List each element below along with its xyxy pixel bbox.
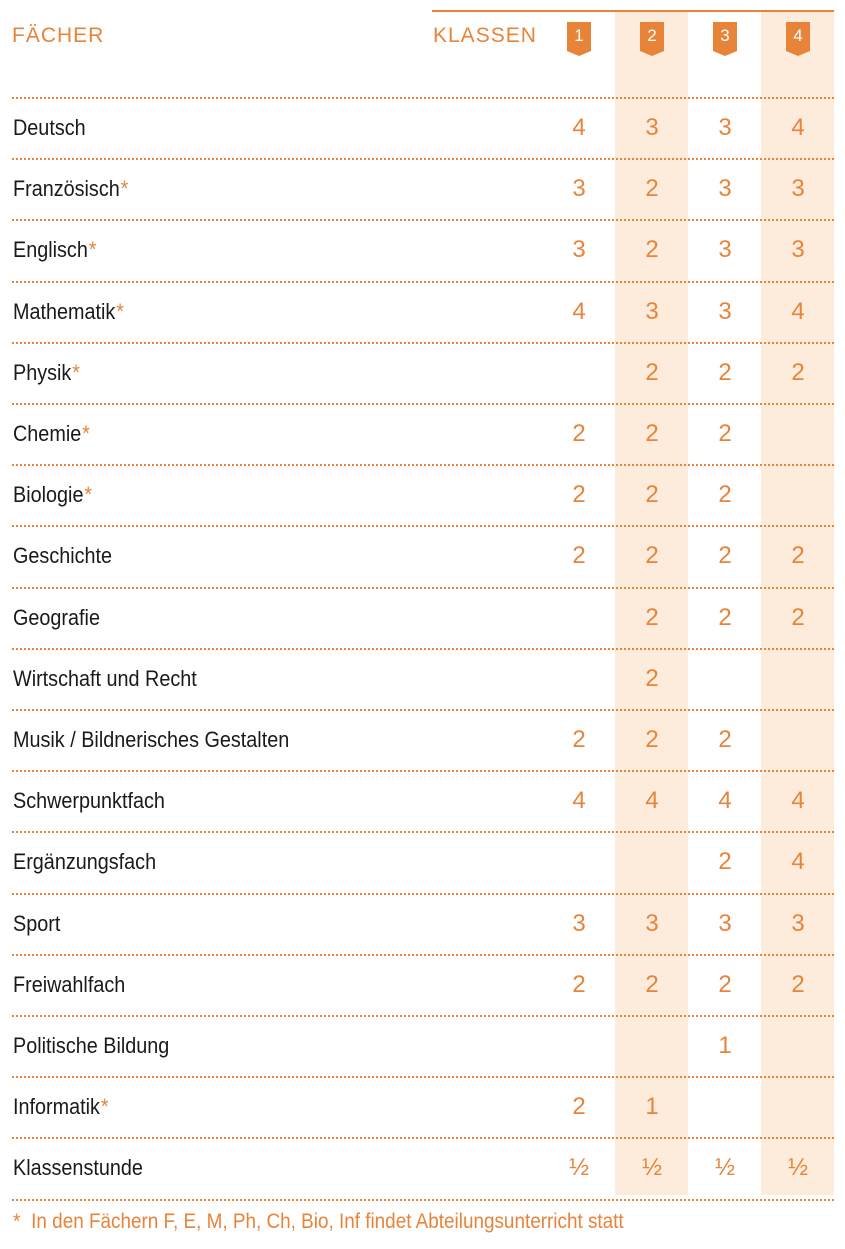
- subject-cell: [13, 342, 80, 403]
- class-tag-2: [640, 22, 664, 56]
- lessons-class-4: 3: [791, 175, 805, 202]
- table-row: [0, 587, 845, 648]
- subject-name: Sport: [13, 911, 61, 936]
- lessons-class-1: [549, 648, 609, 709]
- lessons-class-4: 2: [791, 359, 805, 386]
- lessons-class-1: 2: [572, 1093, 586, 1120]
- lessons-class-3: 2: [718, 420, 732, 447]
- lessons-class-2: 3: [645, 298, 659, 325]
- subject-name: Französisch: [13, 176, 120, 201]
- subject-name: Englisch: [13, 237, 88, 262]
- lessons-class-4: 4: [791, 114, 805, 141]
- subject-cell: [13, 587, 100, 648]
- subject-name: Wirtschaft und Recht: [13, 666, 197, 691]
- table-row: [0, 158, 845, 219]
- lessons-class-1: ½: [568, 1154, 589, 1181]
- lessons-class-3: 3: [718, 910, 732, 937]
- header-top-rule: [432, 10, 834, 12]
- divided-class-marker: *: [72, 360, 80, 385]
- lessons-class-1: 4: [572, 114, 586, 141]
- dotted-separator: [12, 1199, 834, 1201]
- lessons-class-2: 2: [645, 604, 659, 631]
- lessons-class-3: 2: [718, 848, 732, 875]
- subject-cell: [13, 770, 165, 831]
- lessons-class-2: ½: [641, 1154, 662, 1181]
- subjects-heading: FÄCHER: [12, 24, 105, 47]
- subject-cell: [13, 403, 90, 464]
- lessons-class-2: 2: [645, 665, 659, 692]
- table-row: [0, 281, 845, 342]
- subject-name: Geografie: [13, 605, 100, 630]
- lessons-class-3: 3: [718, 175, 732, 202]
- lessons-class-1: 2: [572, 542, 586, 569]
- subject-cell: [13, 893, 60, 954]
- class-tag-4: [786, 22, 810, 56]
- table-row: [0, 342, 845, 403]
- divided-class-marker: *: [100, 1094, 109, 1119]
- lessons-class-3: 2: [718, 971, 732, 998]
- class-tag-number: 2: [647, 26, 657, 45]
- subject-cell: [13, 525, 112, 586]
- subject-cell: [13, 281, 124, 342]
- lessons-class-2: 2: [645, 359, 659, 386]
- subject-name: Freiwahlfach: [13, 972, 126, 997]
- lessons-class-1: 2: [572, 420, 586, 447]
- lessons-class-3: ½: [714, 1154, 735, 1181]
- lessons-class-1: 4: [572, 298, 586, 325]
- subject-name: Musik / Bildnerisches Gestalten: [13, 727, 290, 752]
- divided-class-marker: *: [82, 421, 90, 446]
- lessons-class-3: 3: [718, 236, 732, 263]
- subject-cell: [13, 1076, 109, 1137]
- lessons-class-3: 2: [718, 481, 732, 508]
- lessons-class-2: 2: [645, 971, 659, 998]
- lessons-class-2: 2: [645, 420, 659, 447]
- subject-cell: [13, 709, 289, 770]
- subject-cell: [13, 464, 92, 525]
- subject-name: Politische Bildung: [13, 1033, 170, 1058]
- lessons-class-2: 3: [645, 910, 659, 937]
- lessons-class-3: 4: [718, 787, 732, 814]
- lessons-class-1: [549, 831, 609, 892]
- classes-heading: KLASSEN: [433, 24, 537, 47]
- class-tag-number: 3: [720, 26, 730, 45]
- lessons-class-4: 2: [791, 604, 805, 631]
- subject-name: Informatik: [13, 1094, 100, 1119]
- class-tag-1: [567, 22, 591, 56]
- lessons-class-4: 4: [791, 848, 805, 875]
- lessons-class-4: [768, 648, 828, 709]
- lessons-class-4: [768, 1076, 828, 1137]
- footnote-marker: *: [13, 1210, 21, 1233]
- lessons-class-2: 2: [645, 481, 659, 508]
- subject-name: Mathematik: [13, 299, 116, 324]
- subject-name: Biologie: [13, 482, 84, 507]
- table-row: [0, 1137, 845, 1198]
- lessons-class-4: [768, 464, 828, 525]
- subject-name: Deutsch: [13, 115, 86, 140]
- lessons-class-4: 3: [791, 236, 805, 263]
- subject-cell: [13, 648, 197, 709]
- subject-name: Schwerpunktfach: [13, 788, 165, 813]
- lessons-class-1: [549, 1015, 609, 1076]
- lessons-class-1: [549, 342, 609, 403]
- divided-class-marker: *: [88, 237, 97, 262]
- divided-class-marker: *: [116, 299, 124, 324]
- table-row: [0, 525, 845, 586]
- lessons-class-1: [549, 587, 609, 648]
- subject-cell: [13, 831, 156, 892]
- subject-name: Klassenstunde: [13, 1155, 143, 1180]
- lessons-class-4: 2: [791, 971, 805, 998]
- lessons-class-2: [622, 1015, 682, 1076]
- subject-name: Physik: [13, 360, 72, 385]
- lessons-class-2: 3: [645, 114, 659, 141]
- subject-cell: [13, 954, 125, 1015]
- subject-cell: [13, 219, 96, 280]
- lessons-class-2: 2: [645, 726, 659, 753]
- lessons-class-3: 2: [718, 726, 732, 753]
- lessons-class-4: ½: [787, 1154, 808, 1181]
- divided-class-marker: *: [120, 176, 129, 201]
- divided-class-marker: *: [84, 482, 93, 507]
- footnote-text: In den Fächern F, E, M, Ph, Ch, Bio, Inf findet Abteilungsunterricht statt: [31, 1210, 624, 1233]
- lessons-class-2: 2: [645, 175, 659, 202]
- lessons-class-4: 4: [791, 298, 805, 325]
- lessons-class-1: 3: [572, 175, 586, 202]
- lessons-class-4: [768, 1015, 828, 1076]
- lessons-class-2: 1: [645, 1093, 659, 1120]
- lessons-class-1: 2: [572, 726, 586, 753]
- lessons-class-3: 3: [718, 298, 732, 325]
- lessons-class-3: [695, 1076, 755, 1137]
- table-row: [0, 97, 845, 158]
- lessons-class-4: 2: [791, 542, 805, 569]
- lessons-class-3: 1: [718, 1032, 732, 1059]
- table-row: [0, 648, 845, 709]
- lessons-class-4: 3: [791, 910, 805, 937]
- table-row: [0, 403, 845, 464]
- table-row: [0, 954, 845, 1015]
- subject-name: Chemie: [13, 421, 82, 446]
- lessons-class-1: 4: [572, 787, 586, 814]
- table-row: [0, 831, 845, 892]
- lessons-class-2: [622, 831, 682, 892]
- lessons-class-1: 2: [572, 971, 586, 998]
- subject-name: Geschichte: [13, 543, 113, 568]
- class-tag-number: 1: [574, 26, 584, 45]
- class-tag-3: [713, 22, 737, 56]
- subject-cell: [13, 1015, 169, 1076]
- lessons-class-3: 2: [718, 359, 732, 386]
- subject-cell: [13, 158, 128, 219]
- lessons-class-2: 2: [645, 236, 659, 263]
- table-row: [0, 770, 845, 831]
- lessons-class-1: 3: [572, 236, 586, 263]
- footnote: [13, 1210, 624, 1234]
- subject-cell: [13, 1137, 143, 1198]
- table-row: [0, 709, 845, 770]
- table-row: [0, 219, 845, 280]
- lessons-class-1: 3: [572, 910, 586, 937]
- lessons-class-4: [768, 709, 828, 770]
- lessons-class-1: 2: [572, 481, 586, 508]
- lessons-class-3: 2: [718, 542, 732, 569]
- lessons-class-4: 4: [791, 787, 805, 814]
- lessons-class-4: [768, 403, 828, 464]
- subject-cell: [13, 97, 86, 158]
- table-row: [0, 1076, 845, 1137]
- class-tag-number: 4: [793, 26, 803, 45]
- lessons-class-3: 3: [718, 114, 732, 141]
- table-row: [0, 1015, 845, 1076]
- lessons-class-3: [695, 648, 755, 709]
- lessons-class-3: 2: [718, 604, 732, 631]
- lessons-class-2: 4: [645, 787, 659, 814]
- subject-name: Ergänzungsfach: [13, 849, 157, 874]
- table-row: [0, 893, 845, 954]
- lessons-class-2: 2: [645, 542, 659, 569]
- table-row: [0, 464, 845, 525]
